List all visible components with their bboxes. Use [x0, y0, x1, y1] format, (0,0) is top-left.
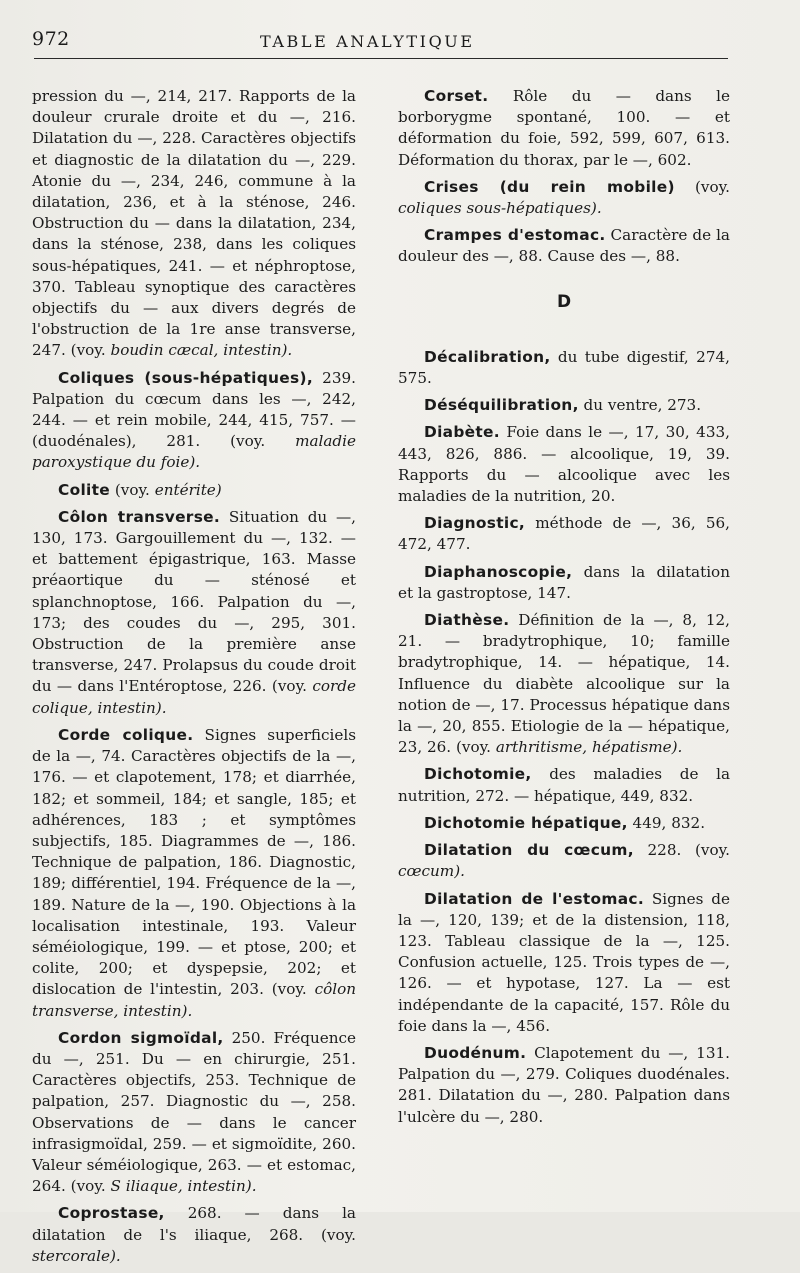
entry-heading: Cordon sigmoïdal,	[58, 1028, 224, 1047]
entry-text: (voy.	[110, 480, 155, 499]
entry-heading: Colite	[58, 480, 111, 499]
entry-text: 228. (voy.	[633, 841, 730, 860]
entry-see-also: coliques sous-hépatiques).	[398, 199, 602, 218]
index-entry	[398, 395, 730, 416]
index-entry	[398, 225, 730, 267]
entry-text: Rôle du — dans le borborygme spontané, 100. — et déformation du foie, 592, 599, 607, 613. Déformation du thorax, par le —, 602.	[398, 87, 730, 169]
page-header	[32, 24, 768, 56]
entry-text: Clapotement du —, 131. Palpation du —, 279. Coliques duodénales. 281. Dilatation du —, 280. Palpation dans l'ulcère du —, 280.	[398, 1043, 730, 1126]
entry-text: 239. Palpation du cœcum dans les —, 242, 244. — et rein mobile, 244, 415, 757. — (duodénales), 281. (voy.	[32, 368, 356, 451]
section-letter: D	[556, 291, 572, 312]
right-column	[398, 86, 730, 1134]
entry-heading: Crampes d'estomac.	[424, 226, 606, 245]
entry-text: dans la dilatation et la gastroptose, 147.	[398, 562, 730, 602]
index-entry	[32, 368, 356, 474]
entry-heading: Déséquilibration,	[424, 396, 579, 415]
index-entry	[398, 889, 730, 1037]
right-column-c-entries	[398, 86, 730, 268]
entry-text: Situation du —, 130, 173. Gargouillement du —, 132. — et battement épigastrique, 163. Masse préaortique du — sténosé et splanchnoptose, 166. Palpation du —, 173; des coudes du —, 295, 301. Obstruction de la première anse transverse, 247. Prolapsus du coude droit du — dans l'Entéroptose, 226. (voy.	[32, 507, 356, 696]
entry-heading: Coprostase,	[58, 1204, 165, 1223]
index-entry	[398, 86, 730, 171]
entry-text: Définition de la —, 8, 12, 21. — bradytrophique, 10; famille bradytrophique, 14. — hépatique, 14. Influence du diabète alcoolique sur la notion de —, 17. Processus hépatique dans la —, 20, 855. Etiologie de la — hépatique, 23, 26. (voy.	[398, 611, 730, 757]
page-number: 972	[32, 28, 70, 50]
index-entry	[32, 1028, 356, 1198]
entry-see-also: boudin cæcal, intestin).	[110, 341, 293, 360]
entry-text: Signes superficiels de la —, 74. Caractères objectifs de la —, 176. — et clapotement, 178; et diarrhée, 182; et sommeil, 184; et sangle, 185; et adhérences, 183 ; et symptômes subjectifs, 185. Diagrammes de —, 186. Technique de palpation, 186. Diagnostic, 189; différentiel, 194. Fréquence de la —, 189. Nature de la —, 190. Objections à la localisation intestinale, 193. Valeur séméiologique, 199. — et ptose, 200; et colite, 200; et dyspepsie, 202; et dislocation de l'intestin, 203. (voy.	[32, 725, 356, 999]
header-rule	[34, 58, 728, 59]
index-entry	[32, 480, 356, 501]
entry-heading: Dilatation de l'estomac.	[424, 889, 644, 908]
index-entry	[398, 610, 730, 758]
entry-text: du tube digestif, 274, 575.	[398, 347, 730, 388]
entry-heading: Dichotomie,	[424, 765, 532, 784]
entry-text: du ventre, 273.	[578, 396, 702, 415]
left-column	[32, 86, 356, 1273]
entry-see-also: côlon transverse, intestin).	[32, 980, 356, 1020]
entry-see-also: entérite)	[154, 480, 222, 499]
running-title: TABLE ANALYTIQUE	[260, 32, 475, 51]
index-entry	[32, 86, 356, 362]
entry-text: des maladies de la nutrition, 272. — hépatique, 449, 832.	[398, 765, 730, 805]
entry-heading: Côlon transverse.	[58, 507, 221, 526]
index-entry	[398, 177, 730, 219]
index-entry	[398, 1043, 730, 1128]
index-entry	[398, 562, 730, 604]
entry-text: (voy.	[674, 177, 730, 196]
entry-heading: Décalibration,	[424, 347, 551, 366]
index-entry	[32, 725, 356, 1022]
entry-heading: Coliques (sous-hépatiques),	[58, 368, 313, 387]
entry-heading: Dilatation du cœcum,	[424, 841, 634, 860]
entry-text: 268. — dans la dilatation de l's iliaque, 268. (voy.	[32, 1204, 356, 1244]
index-entry	[398, 422, 730, 507]
entry-heading: Crises (du rein mobile)	[424, 177, 675, 196]
index-entry	[398, 840, 730, 882]
index-entry	[398, 764, 730, 806]
index-entry	[398, 347, 730, 389]
entry-heading: Diaphanoscopie,	[424, 562, 573, 581]
entry-see-also: maladie paroxystique du foie).	[32, 432, 356, 472]
entry-heading: Dichotomie hépatique,	[424, 813, 628, 832]
index-entry	[32, 507, 356, 719]
entry-heading: Diagnostic,	[424, 514, 526, 533]
right-column-d-entries	[398, 347, 730, 1128]
entry-text: méthode de —, 36, 56, 472, 477.	[398, 514, 730, 554]
entry-heading: Duodénum.	[424, 1043, 527, 1062]
entry-text: 250. Fréquence du —, 251. Du — en chirurgie, 251. Caractères objectifs, 253. Technique de palpation, 257. Diagnostic du —, 258. Observations de — dans le cancer infrasigmoïdal, 259. — et sigmoïdite, 260. Valeur séméiologique, 263. — et estomac, 264. (voy.	[32, 1028, 356, 1196]
entry-see-also: cœcum).	[398, 862, 465, 881]
entry-see-also: S iliaque, intestin).	[110, 1177, 257, 1196]
entry-text: Foie dans le —, 17, 30, 433, 443, 826, 886. — alcoolique, 19, 39. Rapports du — alcoolique avec les maladies de la nutrition, 20.	[398, 423, 730, 506]
index-entry	[398, 813, 730, 834]
entry-see-also: arthritisme, hépatisme).	[495, 738, 683, 757]
entry-text: 449, 832.	[627, 813, 706, 832]
entry-see-also: stercorale).	[32, 1246, 121, 1265]
entry-heading: Diabète.	[424, 423, 500, 442]
entry-text: pression du —, 214, 217. Rapports de la douleur crurale droite et du —, 216. Dilatation du —, 228. Caractères objectifs et diagnostic de la dilatation du —, 229. Atonie du —, 234, 246, commune à la dilatation, 236, et à la sténose, 246. Obstruction du — dans la dilatation, 234, dans la sténose, 238, dans les coliques sous-hépatiques, 241. — et néphroptose, 370. Tableau synoptique des caractères objectifs du — aux divers degrés de l'obstruction de la 1re anse transverse, 247. (voy.	[32, 87, 356, 360]
index-entry	[398, 513, 730, 555]
entry-see-also: corde colique, intestin).	[32, 677, 356, 717]
entry-heading: Corset.	[424, 87, 489, 105]
entry-text: Signes de la —, 120, 139; et de la distension, 118, 123. Tableau classique de la —, 125. Confusion actuelle, 125. Trois types de —, 126. — et hypotase, 127. La — est indépendante de la capacité, 157. Rôle du foie dans la —, 456.	[398, 889, 730, 1035]
entry-heading: Corde colique.	[58, 725, 194, 744]
entry-text: Caractère de la douleur des —, 88. Cause des —, 88.	[398, 226, 730, 266]
entry-heading: Diathèse.	[424, 611, 510, 630]
index-entry	[32, 1203, 356, 1267]
